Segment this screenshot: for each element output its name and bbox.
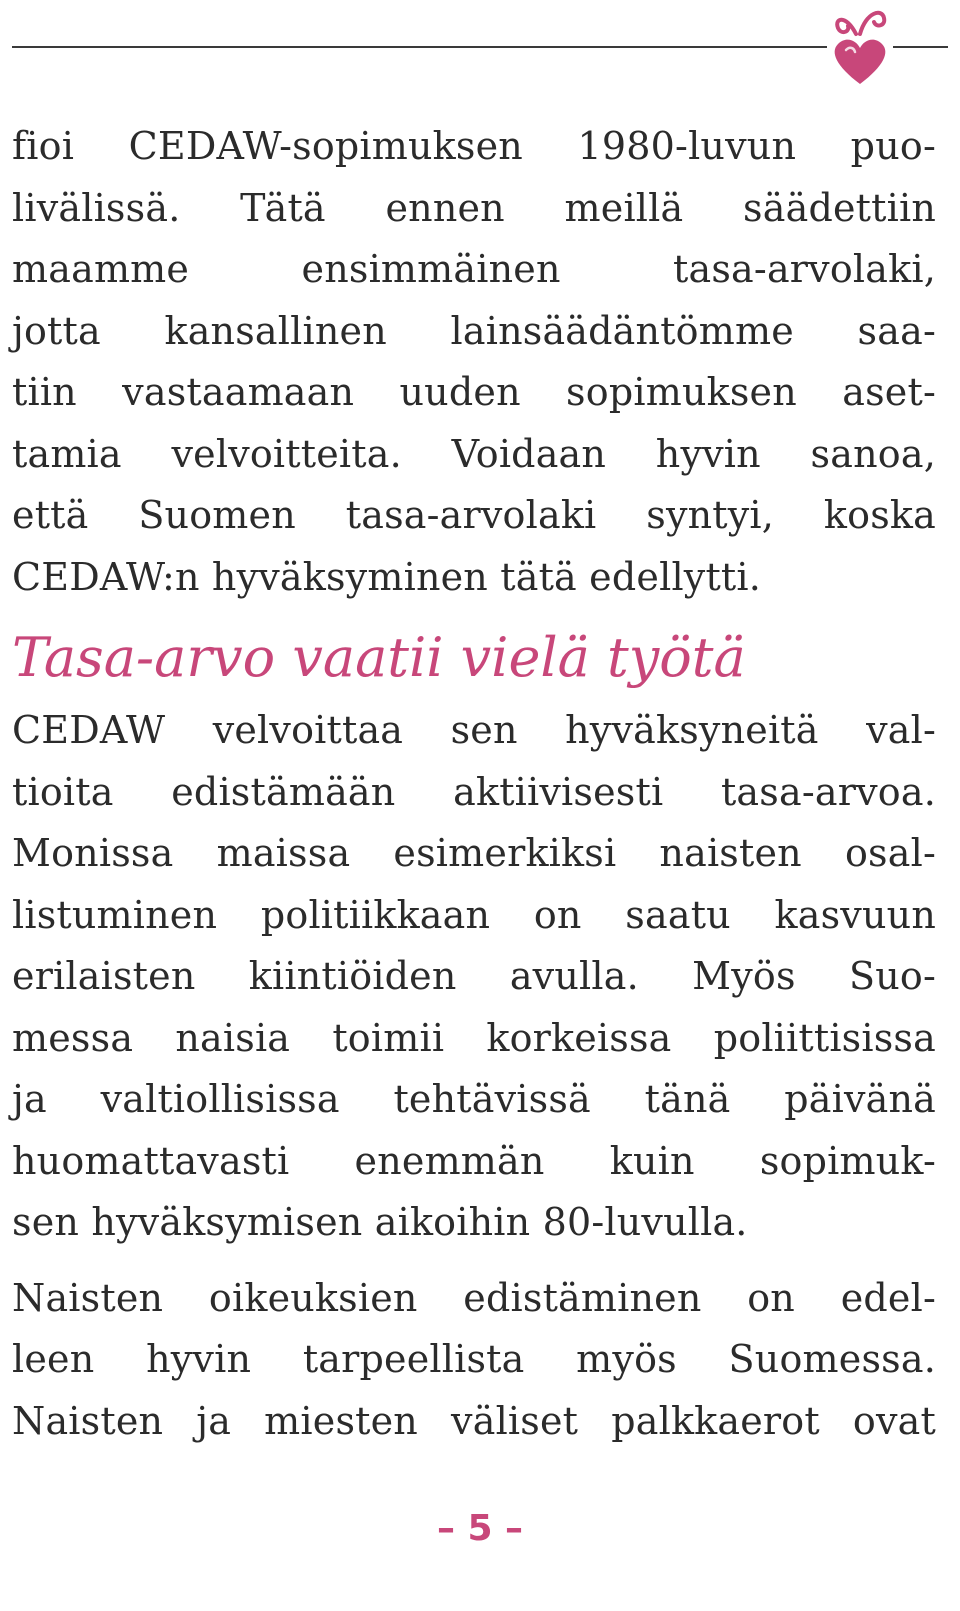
text-line: fioi CEDAW-sopimuksen 1980-luvun puo- (12, 124, 936, 168)
text-line: maamme ensimmäinen tasa-arvolaki, (12, 247, 936, 291)
text-line: tioita edistämään aktiivisesti tasa-arvoa. (12, 769, 936, 814)
text-line: Naisten ja miesten väliset palkkaerot ovat (12, 1398, 936, 1443)
section-heading: Tasa-arvo vaatii vielä työtä (12, 626, 746, 689)
header-rule-right (893, 46, 948, 48)
text-line: leen hyvin tarpeellista myös Suomessa. (12, 1337, 936, 1381)
paragraph-cedaw-obligations (12, 700, 936, 1254)
text-line: messa naisia toimii korkeissa poliittisissa (12, 1015, 936, 1060)
text-line: CEDAW velvoittaa sen hyväksyneitä val- (12, 708, 936, 752)
text-line: ja valtiollisissa tehtävissä tänä päivänä (12, 1077, 936, 1121)
text-line: tiin vastaamaan uuden sopimuksen aset- (12, 370, 936, 414)
text-line: sen hyväksymisen aikoihin 80-luvulla. (12, 1200, 748, 1244)
page-number: – 5 – (436, 1508, 524, 1549)
paragraph-intro (12, 116, 936, 608)
text-line: jotta kansallinen lainsäädäntömme saa- (12, 308, 936, 353)
text-line: erilaisten kiintiöiden avulla. Myös Suo- (12, 954, 936, 998)
heart-ribbon-icon (826, 4, 894, 88)
text-line: Monissa maissa esimerkiksi naisten osal- (12, 831, 936, 875)
text-line: livälissä. Tätä ennen meillä säädettiin (12, 185, 936, 230)
text-line: Naisten oikeuksien edistäminen on edel- (12, 1275, 936, 1320)
text-line: listuminen politiikkaan on saatu kasvuun (12, 892, 936, 937)
text-line: CEDAW:n hyväksyminen tätä edellytti. (12, 554, 762, 599)
text-line: että Suomen tasa-arvolaki syntyi, koska (12, 493, 936, 537)
page-content (12, 116, 936, 1452)
text-line: tamia velvoitteita. Voidaan hyvin sanoa, (12, 431, 936, 476)
paragraph-womens-rights (12, 1268, 936, 1453)
text-line: huomattavasti enemmän kuin sopimuk- (12, 1138, 936, 1183)
header-rule (12, 46, 827, 48)
